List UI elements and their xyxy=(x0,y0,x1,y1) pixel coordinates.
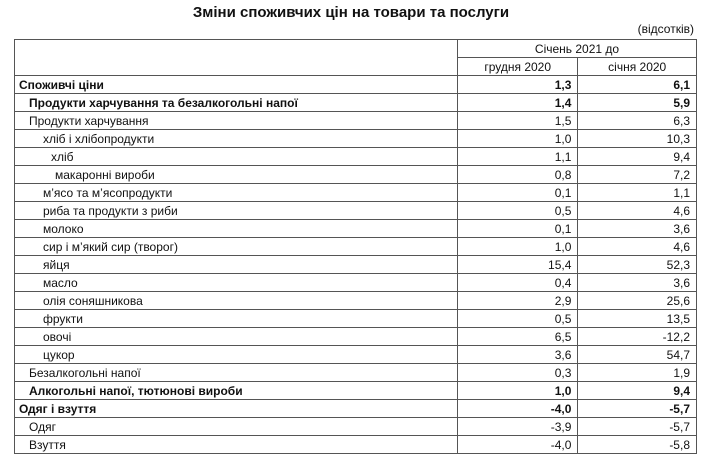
header-group: Січень 2021 до xyxy=(458,40,697,58)
value-prev-year: -5,7 xyxy=(578,418,697,436)
value-prev-year: 1,1 xyxy=(578,184,697,202)
value-prev-month: 0,8 xyxy=(458,166,578,184)
value-prev-month: 1,0 xyxy=(458,382,578,400)
table-row xyxy=(15,256,697,274)
value-prev-year: 25,6 xyxy=(578,292,697,310)
table-row xyxy=(15,292,697,310)
row-label: Взуття xyxy=(15,436,458,454)
row-label: риба та продукти з риби xyxy=(15,202,458,220)
table-body xyxy=(15,40,697,454)
table-row xyxy=(15,274,697,292)
value-prev-month: 3,6 xyxy=(458,346,578,364)
table-row xyxy=(15,148,697,166)
row-label: сир і м’який сир (творог) xyxy=(15,238,458,256)
table-row xyxy=(15,94,697,112)
table-row xyxy=(15,130,697,148)
value-prev-month: 0,4 xyxy=(458,274,578,292)
value-prev-year: 9,4 xyxy=(578,382,697,400)
table-row xyxy=(15,166,697,184)
table-row xyxy=(15,202,697,220)
value-prev-month: 1,4 xyxy=(458,94,578,112)
unit-note: (відсотків) xyxy=(637,22,694,36)
value-prev-month: 2,9 xyxy=(458,292,578,310)
table-row xyxy=(15,184,697,202)
row-label: хліб і хлібопродукти xyxy=(15,130,458,148)
value-prev-month: 1,0 xyxy=(458,238,578,256)
row-label: яйця xyxy=(15,256,458,274)
row-label: фрукти xyxy=(15,310,458,328)
value-prev-month: 0,5 xyxy=(458,202,578,220)
row-label: Безалкогольні напої xyxy=(15,364,458,382)
row-label: м’ясо та м’ясопродукти xyxy=(15,184,458,202)
row-label: Одяг і взуття xyxy=(15,400,458,418)
value-prev-year: 13,5 xyxy=(578,310,697,328)
value-prev-year: 54,7 xyxy=(578,346,697,364)
value-prev-month: 0,1 xyxy=(458,220,578,238)
table-row xyxy=(15,382,697,400)
value-prev-month: 0,3 xyxy=(458,364,578,382)
table-row xyxy=(15,418,697,436)
table-row xyxy=(15,238,697,256)
value-prev-month: -4,0 xyxy=(458,436,578,454)
value-prev-year: 9,4 xyxy=(578,148,697,166)
row-label: овочі xyxy=(15,328,458,346)
row-label: Споживчі ціни xyxy=(15,76,458,94)
row-label: Одяг xyxy=(15,418,458,436)
value-prev-year: 52,3 xyxy=(578,256,697,274)
value-prev-year: 3,6 xyxy=(578,274,697,292)
value-prev-month: -4,0 xyxy=(458,400,578,418)
value-prev-year: 10,3 xyxy=(578,130,697,148)
table-row xyxy=(15,436,697,454)
header-empty-cell xyxy=(15,40,458,76)
row-label: цукор xyxy=(15,346,458,364)
value-prev-year: 6,1 xyxy=(578,76,697,94)
header-col-prev-year: січня 2020 xyxy=(578,58,697,76)
value-prev-month: 0,1 xyxy=(458,184,578,202)
value-prev-month: 6,5 xyxy=(458,328,578,346)
row-label: хліб xyxy=(15,148,458,166)
value-prev-year: 3,6 xyxy=(578,220,697,238)
table-row xyxy=(15,400,697,418)
value-prev-year: -12,2 xyxy=(578,328,697,346)
table-row xyxy=(15,220,697,238)
value-prev-month: 1,1 xyxy=(458,148,578,166)
value-prev-year: -5,7 xyxy=(578,400,697,418)
table-title: Зміни споживчих цін на товари та послуги xyxy=(192,4,510,21)
row-label: олія соняшникова xyxy=(15,292,458,310)
value-prev-year: 4,6 xyxy=(578,238,697,256)
header-row-group xyxy=(15,40,697,58)
value-prev-year: -5,8 xyxy=(578,436,697,454)
value-prev-year: 7,2 xyxy=(578,166,697,184)
row-label: молоко xyxy=(15,220,458,238)
row-label: масло xyxy=(15,274,458,292)
value-prev-year: 4,6 xyxy=(578,202,697,220)
row-label: Алкогольні напої, тютюнові вироби xyxy=(15,382,458,400)
row-label: макаронні вироби xyxy=(15,166,458,184)
value-prev-month: 1,5 xyxy=(458,112,578,130)
value-prev-month: 1,3 xyxy=(458,76,578,94)
value-prev-year: 1,9 xyxy=(578,364,697,382)
table-row xyxy=(15,310,697,328)
row-label: Продукти харчування та безалкогольні напої xyxy=(15,94,458,112)
table-row xyxy=(15,328,697,346)
table-row xyxy=(15,76,697,94)
value-prev-month: -3,9 xyxy=(458,418,578,436)
header-col-prev-month: грудня 2020 xyxy=(458,58,578,76)
value-prev-year: 5,9 xyxy=(578,94,697,112)
row-label: Продукти харчування xyxy=(15,112,458,130)
table-row xyxy=(15,112,697,130)
value-prev-year: 6,3 xyxy=(578,112,697,130)
table-row xyxy=(15,346,697,364)
table-row xyxy=(15,364,697,382)
value-prev-month: 1,0 xyxy=(458,130,578,148)
value-prev-month: 15,4 xyxy=(458,256,578,274)
value-prev-month: 0,5 xyxy=(458,310,578,328)
price-changes-table xyxy=(14,39,697,454)
